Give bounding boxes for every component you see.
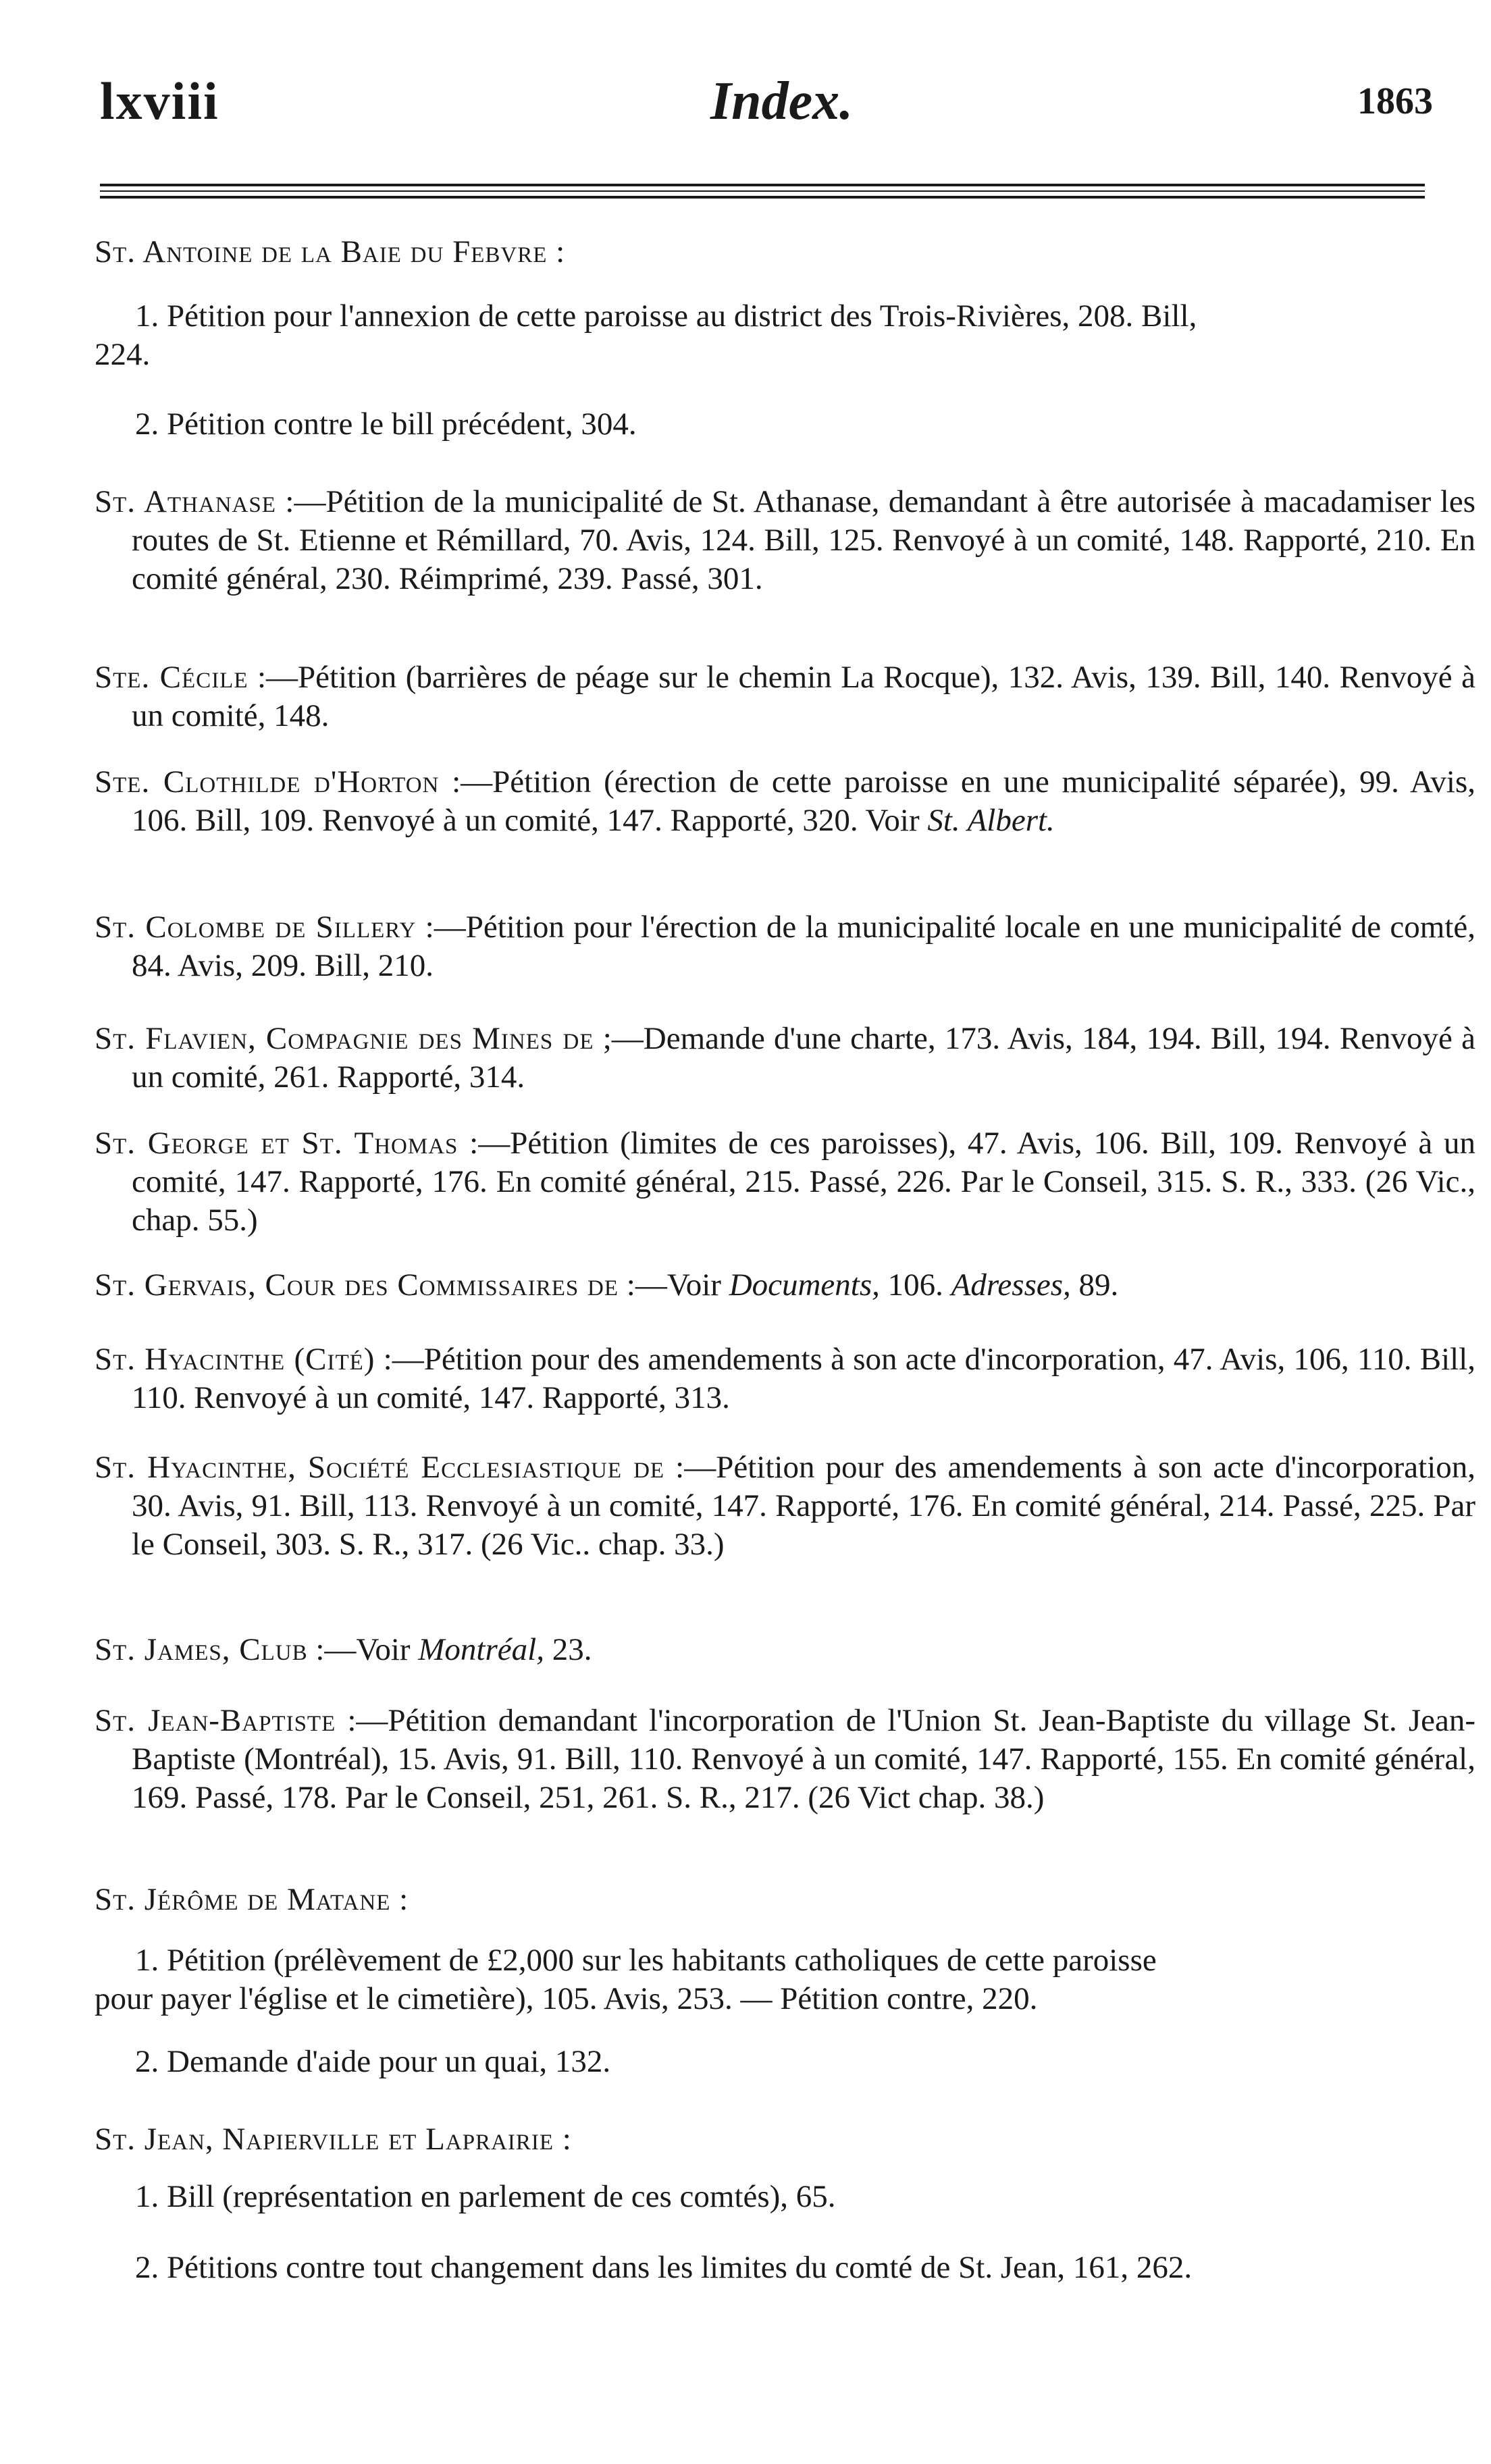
entry-heading: St. Antoine de la Baie du Febvre : xyxy=(95,234,566,269)
see-reference: Montréal, xyxy=(418,1632,544,1667)
entry-heading: St. Jean, Napierville et Laprairie : xyxy=(95,2122,572,2157)
entry-heading: St. Hyacinthe, Société Ecclesiastique de xyxy=(95,1450,665,1485)
index-entry xyxy=(95,1631,1475,1669)
entry-heading: Ste. Cécile xyxy=(95,660,248,695)
entry-text: :—Pétition (barrières de péage sur le chemin La Rocque), 132. Avis, 139. Bill, 140. Renvoyé à un comité, 148. xyxy=(132,660,1475,733)
entry-text: :—Pétition de la municipalité de St. Athanase, demandant à être autorisée à macadamiser les routes de St. Etienne et Rémillard, 70. Avis, 124. Bill, 125. Renvoyé à un comité, 148. Rapporté, 210. En comité général, 230. Réimprimé, 239. Passé, 301. xyxy=(132,484,1476,596)
entry-text: :—Pétition pour l'érection de la municipalité locale en une municipalité de comté, 84. Avis, 209. Bill, 210. xyxy=(132,910,1475,983)
item-line: 2. Demande d'aide pour un quai, 132. xyxy=(135,2044,611,2079)
index-entry xyxy=(95,483,1475,598)
item-line: 2. Pétition contre le bill précédent, 304. xyxy=(135,407,637,442)
entry-text: ;—Demande d'une charte, 173. Avis, 184, 194. Bill, 194. Renvoyé à un comité, 261. Rapporté, 314. xyxy=(132,1021,1475,1095)
header-rule xyxy=(100,190,1425,192)
index-entry xyxy=(95,763,1475,840)
entry-heading: St. Athanase xyxy=(95,484,276,519)
entry-heading: St. Flavien, Compagnie des Mines de xyxy=(95,1021,594,1056)
numbered-item xyxy=(95,297,1438,374)
item-line: 1. Pétition (prélèvement de £2,000 sur les habitants catholiques de cette paroisse xyxy=(135,1943,1157,1978)
index-entry-heading xyxy=(95,233,1475,271)
item-line: 1. Bill (représentation en parlement de ces comtés), 65. xyxy=(135,2179,836,2214)
item-line: pour payer l'église et le cimetière), 105. Avis, 253. — Pétition contre, 220. xyxy=(95,1981,1038,2016)
index-entry xyxy=(95,908,1475,985)
item-line: 2. Pétitions contre tout changement dans les limites du comté de St. Jean, 161, 262. xyxy=(135,2250,1193,2285)
entry-text: :—Pétition (érection de cette paroisse en une municipalité séparée), 99. Avis, 106. Bill, 109. Renvoyé à un comité, 147. Rapporté, 320. Voir xyxy=(132,764,1476,838)
entry-text: :—Pétition pour des amendements à son acte d'incorporation, 30. Avis, 91. Bill, 113. Renvoyé à un comité, 147. Rapporté, 176. En comité général, 214. Passé, 225. Par le Conseil, 303. S. R., 317. (26 Vic.. chap. 33.) xyxy=(132,1450,1475,1562)
numbered-item xyxy=(95,1941,1438,2018)
entry-text: :—Pétition demandant l'incorporation de l'Union St. Jean-Baptiste du village St. Jean-Baptiste (Montréal), 15. Avis, 91. Bill, 110. Renvoyé à un comité, 147. Rapporté, 155. En comité général, 169. Passé, 178. Par le Conseil, 251, 261. S. R., 217. (26 Vict chap. 38.) xyxy=(132,1703,1475,1815)
see-reference: Adresses, xyxy=(951,1267,1071,1303)
header-rule xyxy=(100,196,1425,199)
page-number: lxviii xyxy=(100,72,219,130)
index-entry-heading xyxy=(95,1881,1475,1919)
item-line: 1. Pétition pour l'annexion de cette paroisse au district des Trois-Rivières, 208. Bill, xyxy=(135,298,1197,334)
header-rule xyxy=(100,184,1425,186)
index-entry xyxy=(95,1340,1475,1417)
numbered-item xyxy=(135,2178,1438,2216)
see-reference: St. Albert. xyxy=(927,803,1055,838)
entry-text: :—Pétition pour des amendements à son acte d'incorporation, 47. Avis, 106, 110. Bill, 110. Renvoyé à un comité, 147. Rapporté, 313. xyxy=(132,1342,1476,1415)
numbered-item xyxy=(135,405,1438,444)
entry-heading: St. Colombe de Sillery xyxy=(95,910,417,945)
entry-heading: St. George et St. Thomas xyxy=(95,1126,459,1161)
index-entry xyxy=(95,1448,1475,1564)
entry-heading: St. Gervais, Cour des Commissaires de xyxy=(95,1267,619,1303)
see-reference: Documents, xyxy=(729,1267,880,1303)
page-title: Index. xyxy=(710,72,854,131)
see-reference-page: 106. xyxy=(887,1267,943,1303)
entry-heading: St. Jérôme de Matane : xyxy=(95,1882,409,1917)
index-entry xyxy=(95,1702,1475,1817)
entry-heading: St. Hyacinthe (Cité) xyxy=(95,1342,375,1377)
entry-text: :—Voir xyxy=(626,1267,721,1303)
index-entry xyxy=(95,1124,1475,1240)
index-entry-heading xyxy=(95,2120,1475,2159)
numbered-item xyxy=(135,2249,1438,2287)
see-reference-page: 23. xyxy=(552,1632,592,1667)
item-line: 224. xyxy=(95,337,151,372)
numbered-item xyxy=(135,2043,1438,2081)
index-entry xyxy=(95,658,1475,735)
entry-heading: St. James, Club xyxy=(95,1632,308,1667)
entry-heading: Ste. Clothilde d'Horton xyxy=(95,764,440,800)
index-entry xyxy=(95,1266,1475,1305)
year-label: 1863 xyxy=(1357,80,1433,122)
entry-heading: St. Jean-Baptiste xyxy=(95,1703,336,1738)
see-reference-page: 89. xyxy=(1078,1267,1119,1303)
entry-text: :—Pétition (limites de ces paroisses), 47. Avis, 106. Bill, 109. Renvoyé à un comité, 147. Rapporté, 176. En comité général, 215. Passé, 226. Par le Conseil, 315. S. R., 333. (26 Vic., chap. 55.) xyxy=(132,1126,1476,1238)
index-entry xyxy=(95,1020,1475,1097)
entry-text: :—Voir xyxy=(315,1632,411,1667)
